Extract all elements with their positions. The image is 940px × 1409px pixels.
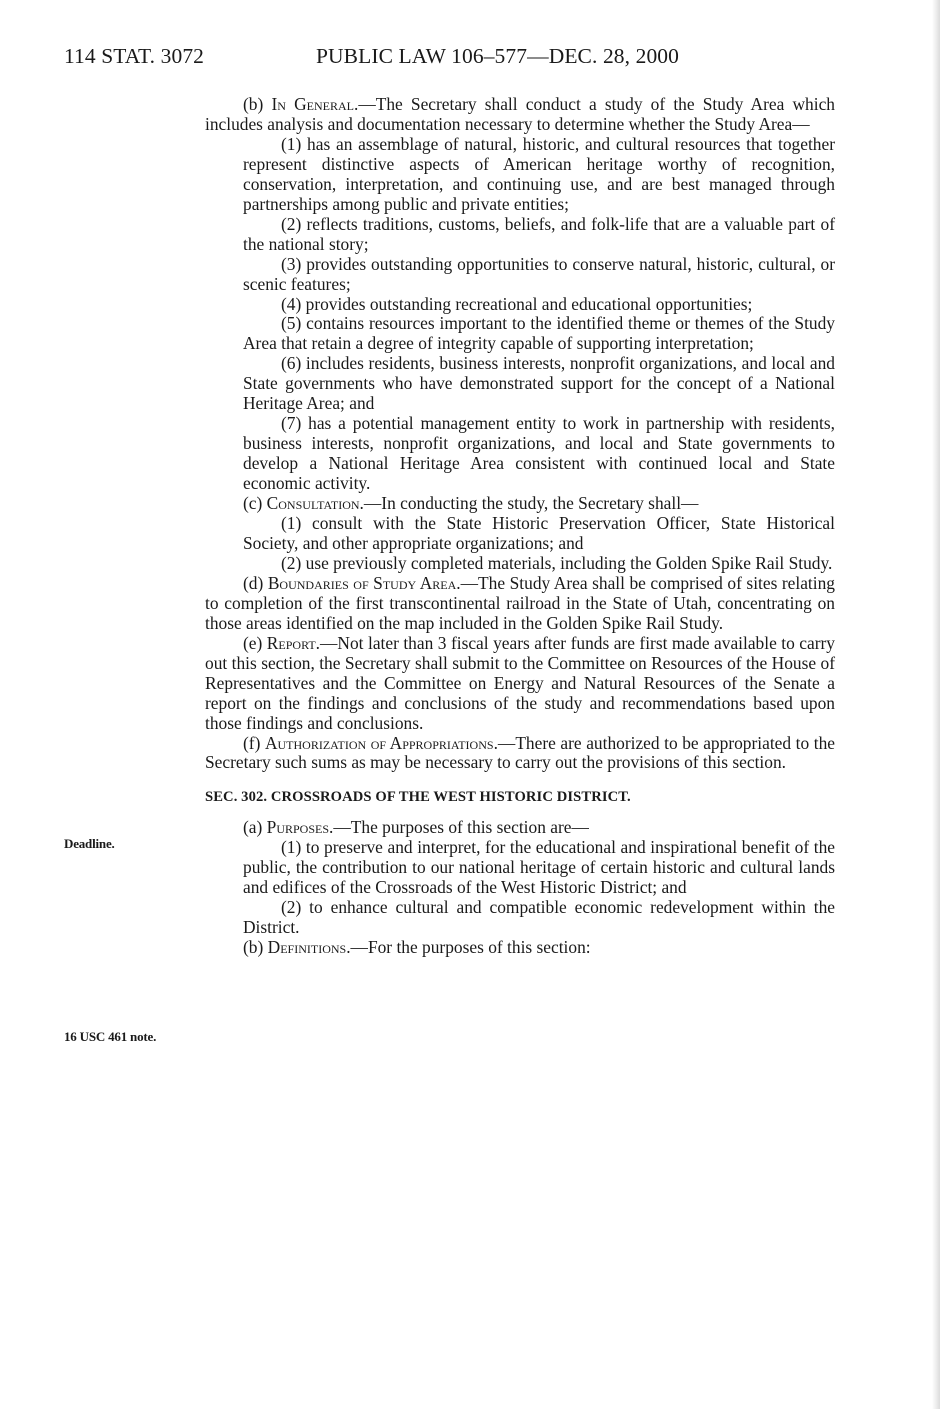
subsection-e-report: (e) Report.—Not later than 3 fiscal years after funds are first made available to carry out this section, the Secretary shall submit to the Committee on Resources of the House of Representatives and the Committee on Energy and Natural Resources of the Senate a report on the findings and conclusions of the study and recommendations based upon those findings and conclusions. xyxy=(205,632,835,733)
subsection-f-authorization: (f) Authorization of Appropriations.—There are authorized to be appropriated to the Secretary such sums as may be necessary to carry out the provisions of this section. xyxy=(205,732,835,773)
margin-note-usc: 16 USC 461 note. xyxy=(64,1029,157,1044)
list-item: (3) provides outstanding opportunities to conserve natural, historic, cultural, or scenic features; xyxy=(243,253,835,294)
document-body xyxy=(205,95,835,958)
subsection-a-purposes: (a) Purposes.—The purposes of this section are— xyxy=(243,817,589,838)
list-item: (7) has a potential management entity to work in partnership with residents, business interests, nonprofit organizations, and local and State governments to develop a National Heritage Area consistent with continued local and State economic activity. xyxy=(243,413,835,494)
list-item: (2) to enhance cultural and compatible economic redevelopment within the District. xyxy=(243,897,835,938)
statute-page-number: 114 STAT. 3072 xyxy=(64,44,205,68)
subsection-heading: In General. xyxy=(271,94,359,114)
subsection-b-definitions: (b) Definitions.—For the purposes of this section: xyxy=(243,937,591,958)
list-item: (1) to preserve and interpret, for the educational and inspirational benefit of the public, the contribution to our national heritage of certain historic and cultural lands and edifices of the Crossroads of the West Historic District; and xyxy=(243,837,835,898)
subsection-heading: Authorization of Appropriations. xyxy=(264,732,498,753)
list-item: (1) consult with the State Historic Preservation Officer, State Historical Society, and other appropriate organizations; and xyxy=(243,513,835,553)
list-item: (2) reflects traditions, customs, beliefs, and folk-life that are a valuable part of the national story; xyxy=(243,213,835,254)
public-law-citation: PUBLIC LAW 106–577—DEC. 28, 2000 xyxy=(316,44,679,68)
subsection-heading: Boundaries of Study Area. xyxy=(267,572,461,593)
section-302-heading: SEC. 302. CROSSROADS OF THE WEST HISTORIC DISTRICT. xyxy=(205,789,631,806)
margin-note-deadline: Deadline. xyxy=(64,836,115,851)
list-item: (5) contains resources important to the identified theme or themes of the Study Area that retain a degree of integrity capable of supporting interpretation; xyxy=(243,313,835,354)
list-item: (2) use previously completed materials, including the Golden Spike Rail Study. xyxy=(281,552,833,573)
subsection-c-consultation: (c) Consultation.—In conducting the study, the Secretary shall— xyxy=(243,493,699,514)
subsection-heading: Purposes. xyxy=(266,817,334,838)
subsection-heading: Consultation. xyxy=(266,493,364,514)
subsection-heading: Definitions. xyxy=(267,937,351,958)
list-item: (4) provides outstanding recreational and educational opportunities; xyxy=(281,293,753,314)
list-item: (1) has an assemblage of natural, historic, and cultural resources that together represent distinctive aspects of American heritage worthy of recognition, conservation, interpretation, and continuing use, and are best managed through partnerships among public and private entities; xyxy=(243,133,835,214)
page-edge-shadow xyxy=(932,0,940,1409)
subsection-d-boundaries: (d) Boundaries of Study Area.—The Study Area shall be comprised of sites relating to completion of the first transcontinental railroad in the State of Utah, concentrating on those areas identified on the map included in the Golden Spike Rail Study. xyxy=(205,572,835,633)
subsection-heading: Report. xyxy=(266,632,321,653)
list-item: (6) includes residents, business interests, nonprofit organizations, and local and State governments who have demonstrated support for the concept of a National Heritage Area; and xyxy=(243,353,835,414)
subsection-b-general: (b) In General.—The Secretary shall conduct a study of the Study Area which includes analysis and documentation necessary to determine whether the Study Area— xyxy=(205,94,835,134)
